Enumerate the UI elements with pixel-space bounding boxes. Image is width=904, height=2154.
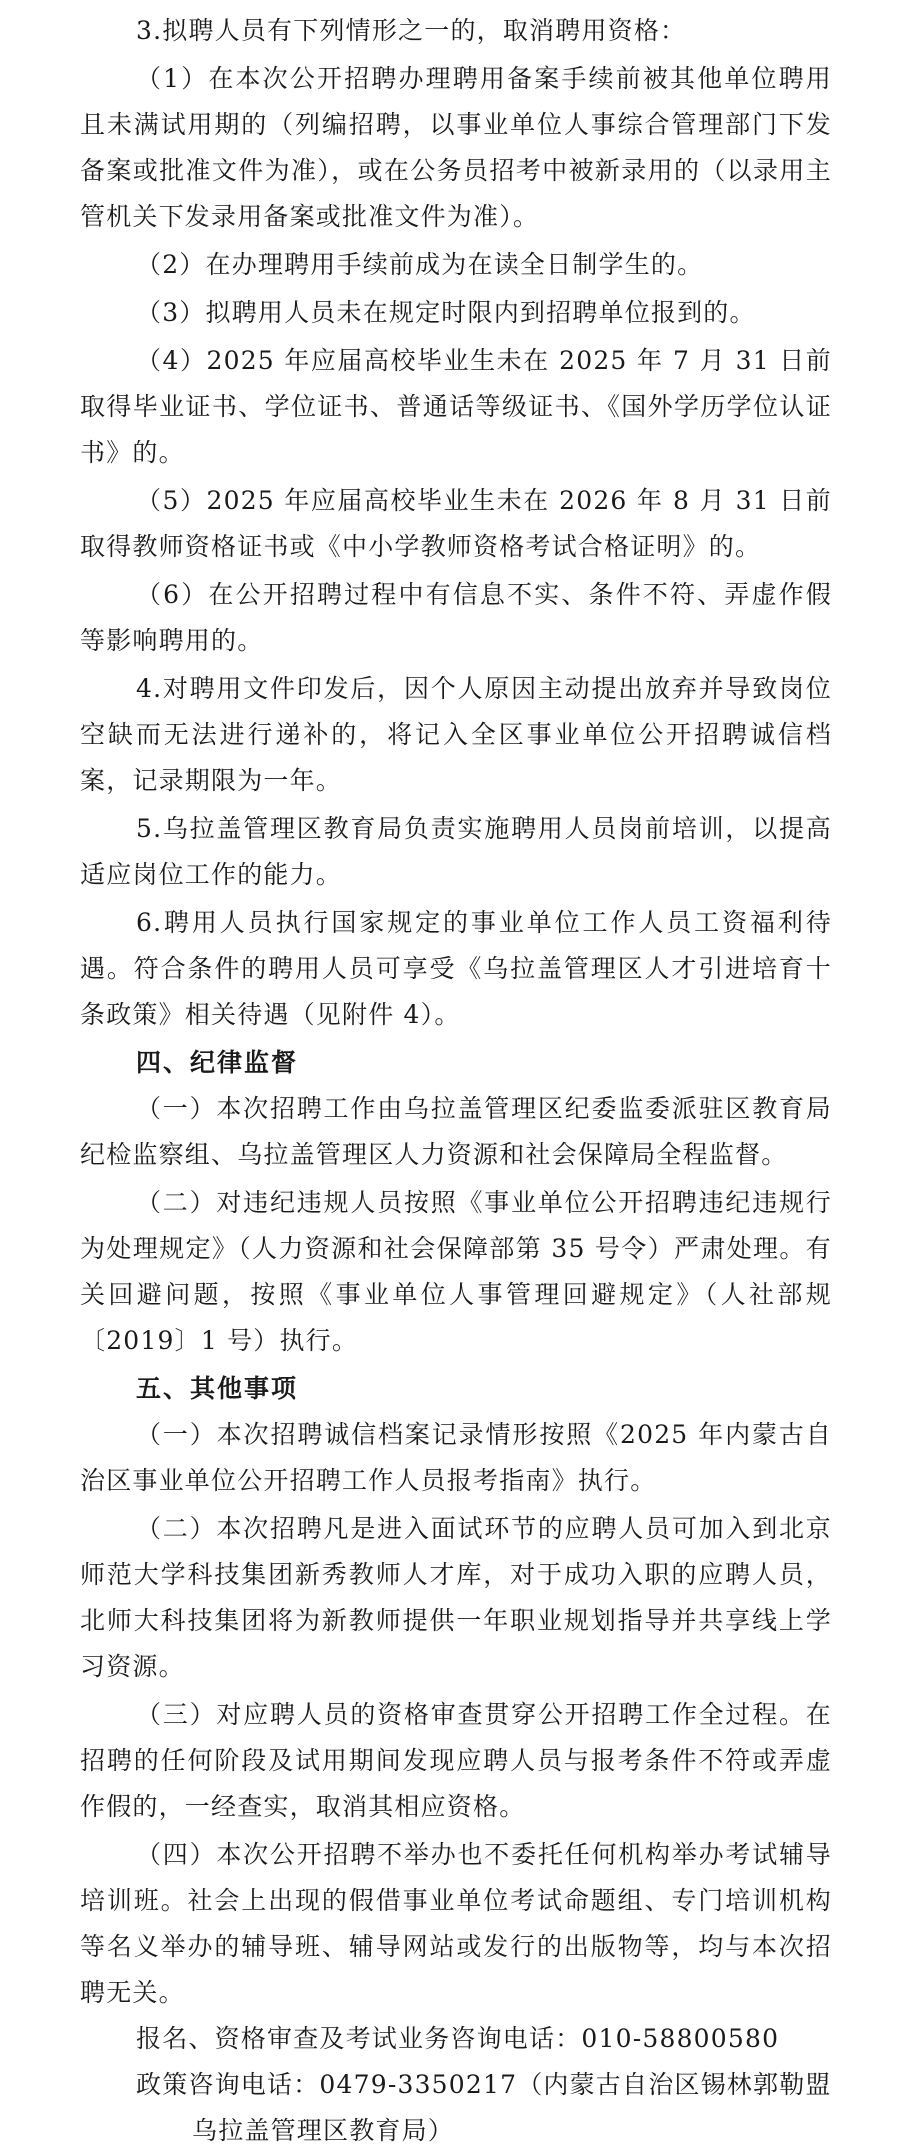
paragraph-3-item-1: （1）在本次公开招聘办理聘用备案手续前被其他单位聘用且未满试用期的（列编招聘，以事业单位人事综合管理部门下发备案或批准文件为准），或在公务员招考中被新录用的（以录用主管机关下发录用备案或批准文件为准）。	[80, 64, 832, 231]
paragraph-4-abandon: 4.对聘用文件印发后，因个人原因主动提出放弃并导致岗位空缺而无法进行递补的，将记入全区事业单位公开招聘诚信档案，记录期限为一年。	[80, 674, 832, 795]
paragraph-other-2: （二）本次招聘凡是进入面试环节的应聘人员可加入到北京师范大学科技集团新秀教师人才库，对于成功入职的应聘人员，北师大科技集团将为新教师提供一年职业规划指导并共享线上学习资源。	[80, 1514, 832, 1681]
contact-registration-phone: 报名、资格审查及考试业务咨询电话：010-58800580	[136, 2024, 780, 2053]
paragraph-other-1: （一）本次招聘诚信档案记录情形按照《2025 年内蒙古自治区事业单位公开招聘工作人员报考指南》执行。	[80, 1420, 832, 1495]
paragraph-3-intro: 3.拟聘人员有下列情形之一的，取消聘用资格：	[136, 16, 687, 45]
contact-policy-phone: 政策咨询电话：0479-3350217（内蒙古自治区锡林郭勒盟乌拉盖管理区教育局）	[136, 2070, 832, 2145]
paragraph-3-item-3: （3）拟聘用人员未在规定时限内到招聘单位报到的。	[136, 298, 756, 327]
section-heading-other: 五、其他事项	[136, 1374, 299, 1403]
paragraph-discipline-1: （一）本次招聘工作由乌拉盖管理区纪委监委派驻区教育局纪检监察组、乌拉盖管理区人力资源和社会保障局全程监督。	[80, 1094, 832, 1169]
paragraph-3-item-6: （6）在公开招聘过程中有信息不实、条件不符、弄虚作假等影响聘用的。	[80, 580, 832, 655]
paragraph-discipline-2: （二）对违纪违规人员按照《事业单位公开招聘违纪违规行为处理规定》（人力资源和社会保障部第 35 号令）严肃处理。有关回避问题，按照《事业单位人事管理回避规定》（人社部规〔2019〕1 号）执行。	[80, 1188, 832, 1355]
paragraph-other-3: （三）对应聘人员的资格审查贯穿公开招聘工作全过程。在招聘的任何阶段及试用期间发现应聘人员与报考条件不符或弄虚作假的，一经查实，取消其相应资格。	[80, 1700, 832, 1821]
section-heading-discipline: 四、纪律监督	[136, 1048, 299, 1077]
paragraph-other-4: （四）本次公开招聘不举办也不委托任何机构举办考试辅导培训班。社会上出现的假借事业单位考试命题组、专门培训机构等名义举办的辅导班、辅导网站或发行的出版物等，均与本次招聘无关。	[80, 1840, 832, 2007]
paragraph-3-item-5: （5）2025 年应届高校毕业生未在 2026 年 8 月 31 日前取得教师资格证书或《中小学教师资格考试合格证明》的。	[80, 486, 832, 561]
paragraph-6-salary: 6.聘用人员执行国家规定的事业单位工作人员工资福利待遇。符合条件的聘用人员可享受《乌拉盖管理区人才引进培育十条政策》相关待遇（见附件 4）。	[80, 908, 832, 1029]
paragraph-3-item-4: （4）2025 年应届高校毕业生未在 2025 年 7 月 31 日前取得毕业证书、学位证书、普通话等级证书、《国外学历学位认证书》的。	[80, 346, 832, 467]
paragraph-5-training: 5.乌拉盖管理区教育局负责实施聘用人员岗前培训，以提高适应岗位工作的能力。	[80, 814, 832, 889]
paragraph-3-item-2: （2）在办理聘用手续前成为在读全日制学生的。	[136, 250, 704, 279]
